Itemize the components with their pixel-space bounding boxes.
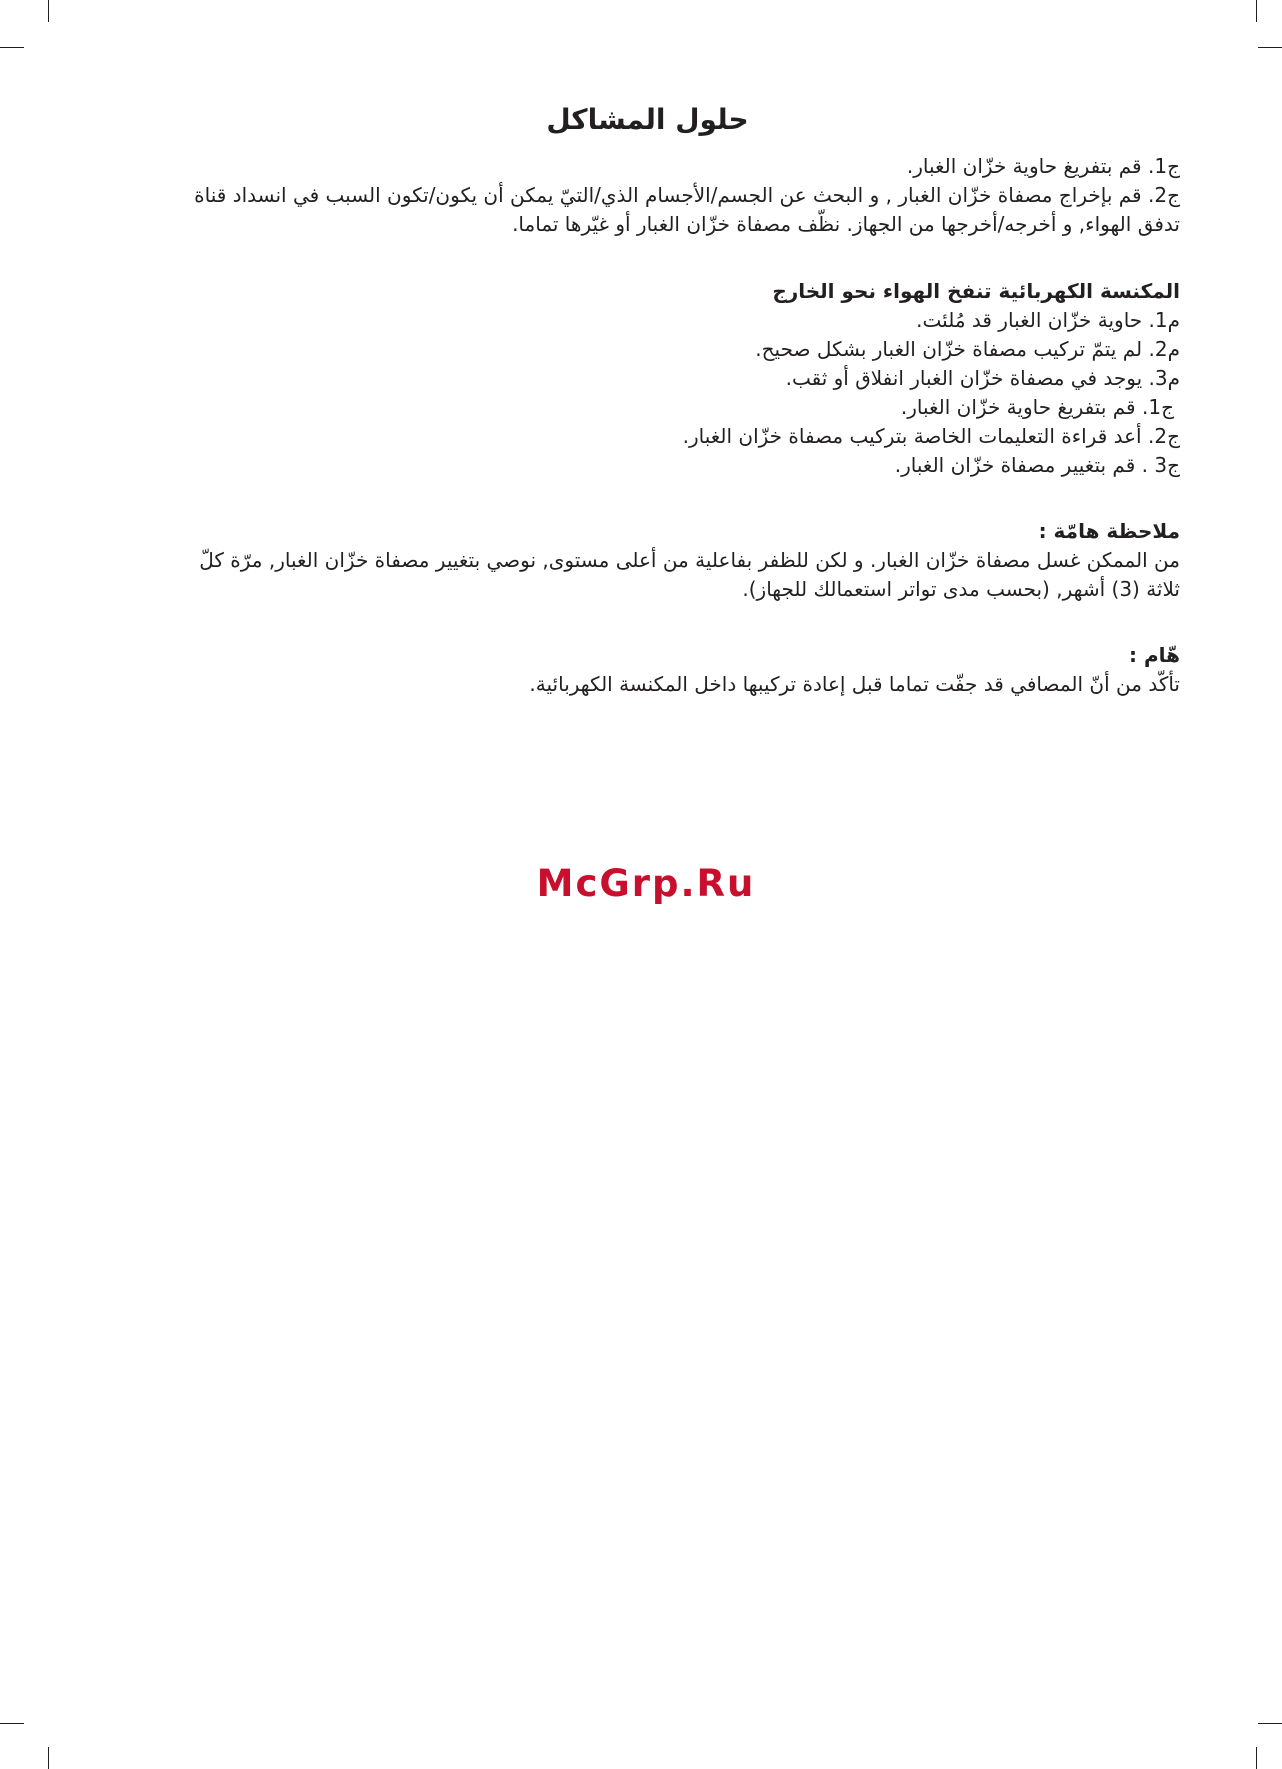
crop-mark-top-left — [48, 0, 49, 22]
section-air-blowing — [95, 277, 1180, 480]
fix-line-3: ج3 . قم بتغيير مصفاة خزّان الغبار. — [894, 453, 1180, 477]
problem-line-1: م1. حاوية خزّان الغبار قد مُلئت. — [916, 308, 1180, 332]
crop-mark-top-right-h — [1258, 47, 1282, 48]
section-heading-important-note: ملاحظة هامّة : — [1038, 519, 1180, 543]
fix-line-2: ج2. أعد قراءة التعليمات الخاصة بتركيب مصفاة خزّان الغبار. — [682, 424, 1180, 448]
note-line-1: من الممكن غسل مصفاة خزّان الغبار. و لكن للظفر بفاعلية من أعلى مستوى, نوصي بتغيير مصفاة خزّان الغبار, مرّة كلّ — [199, 548, 1180, 572]
problem-line-2: م2. لم يتمّ تركيب مصفاة خزّان الغبار بشكل صحيح. — [755, 337, 1180, 361]
section-important-note — [95, 517, 1180, 604]
section-solutions — [95, 152, 1180, 239]
watermark-logo: McGrp.Ru — [536, 862, 756, 905]
section-heading-important: هّام : — [1129, 643, 1180, 667]
crop-mark-top-right — [1256, 0, 1257, 22]
solution-line-3: تدفق الهواء, و أخرجه/أخرجها من الجهاز. نظّف مصفاة خزّان الغبار أو غيّرها تماما. — [512, 212, 1180, 236]
solution-line-1: ج1. قم بتفريغ حاوية خزّان الغبار. — [906, 154, 1180, 178]
crop-mark-bottom-left-h — [0, 1723, 24, 1724]
note-line-2: ثلاثة (3) أشهر, (بحسب مدى تواتر استعمالك للجهاز). — [742, 577, 1180, 601]
problem-line-3: م3. يوجد في مصفاة خزّان الغبار انفلاق أو ثقب. — [785, 366, 1180, 390]
crop-mark-top-left-h — [0, 47, 24, 48]
solution-line-2: ج2. قم بإخراج مصفاة خزّان الغبار , و البحث عن الجسم/الأجسام الذي/التيّ يمكن أن يكون/تكون السبب في انسداد قناة — [194, 183, 1180, 207]
section-important — [95, 641, 1180, 699]
fix-line-1: ج1. قم بتفريغ حاوية خزّان الغبار. — [900, 395, 1174, 419]
important-line-1: تأكّد من أنّ المصافي قد جفّت تماما قبل إعادة تركيبها داخل المكنسة الكهربائية. — [529, 672, 1180, 696]
document-page — [95, 100, 1180, 699]
section-heading-air-blowing: المكنسة الكهربائية تنفخ الهواء نحو الخارج — [772, 279, 1180, 303]
crop-mark-bottom-right-h — [1258, 1723, 1282, 1724]
page-title: حلول المشاكل — [546, 103, 749, 136]
crop-mark-bottom-right — [1256, 1747, 1257, 1769]
crop-mark-bottom-left — [48, 1747, 49, 1769]
